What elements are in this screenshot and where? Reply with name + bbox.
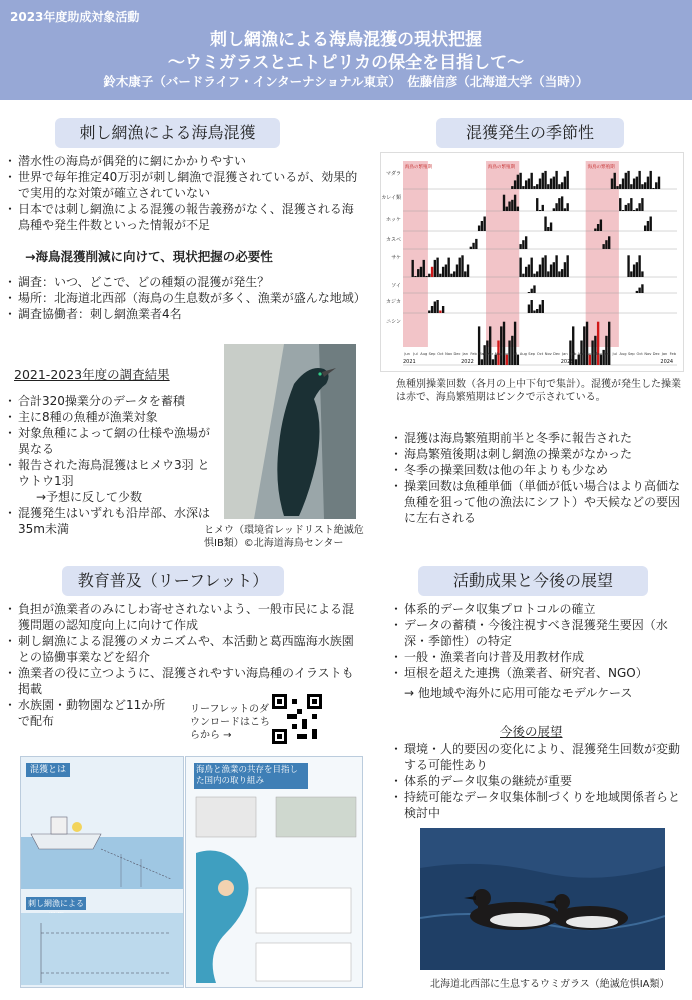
species-label: ホッケ xyxy=(385,217,401,223)
count-bar xyxy=(531,289,533,293)
results-title: 2021-2023年度の調査結果 xyxy=(14,367,170,382)
count-bar xyxy=(531,258,533,277)
count-bar xyxy=(594,229,596,232)
month-tick-label: Jun xyxy=(603,352,610,356)
count-bar xyxy=(525,267,527,277)
count-bar xyxy=(519,258,521,277)
count-bar xyxy=(600,220,602,232)
count-bar xyxy=(542,258,544,277)
count-bar xyxy=(467,265,469,278)
breeding-band-label: 海鳥の繁殖期 xyxy=(587,165,615,170)
count-bar xyxy=(528,305,530,314)
count-bar xyxy=(558,184,560,189)
year-tick-label: 2024 xyxy=(660,359,674,365)
count-bar xyxy=(555,255,557,277)
list-item: ・ 日本では刺し網漁による混獲の報告義務がなく、混獲される海鳥種や発生件数といった情報が不足 xyxy=(6,201,361,233)
section-title-bycatch: 刺し網漁による海鳥混獲 xyxy=(55,118,280,148)
count-bar xyxy=(539,210,541,211)
count-bar xyxy=(478,326,480,365)
count-bar xyxy=(481,221,483,231)
count-bar xyxy=(445,265,447,278)
count-bar xyxy=(539,265,541,278)
count-bar xyxy=(641,271,643,277)
count-bar xyxy=(481,359,483,365)
month-tick-label: Sep xyxy=(428,352,436,356)
count-bar xyxy=(542,300,544,313)
count-bar xyxy=(633,179,635,190)
count-bar xyxy=(625,173,627,189)
count-bar xyxy=(528,179,530,190)
count-bar xyxy=(658,177,660,189)
month-tick-label: Aug xyxy=(619,352,627,356)
count-bar xyxy=(531,300,533,313)
count-bar xyxy=(627,255,629,277)
count-bar xyxy=(605,240,607,249)
month-tick-label: Jul xyxy=(512,352,518,356)
count-bar xyxy=(625,205,627,211)
count-bar xyxy=(553,177,555,189)
survey-bullets xyxy=(6,274,366,322)
count-bar xyxy=(550,179,552,190)
count-bar xyxy=(555,171,557,189)
qr-code-icon[interactable] xyxy=(272,694,322,744)
grant-tag: 2023年度助成対象活動 xyxy=(10,10,140,24)
count-bar xyxy=(470,247,472,249)
authors: 鈴木康子（バードライフ・インターナショナル東京） 佐藤信彦（北海道大学（当時）） xyxy=(103,74,589,89)
species-label: サケ xyxy=(391,255,401,261)
count-bar xyxy=(553,208,555,211)
leaflet-map-illustration xyxy=(186,793,362,985)
count-bar xyxy=(616,186,618,189)
count-bar xyxy=(417,269,419,277)
month-tick-label: Jul xyxy=(413,352,418,356)
species-label: カジカ xyxy=(385,299,401,305)
list-item: ・ 垣根を超えた連携（漁業者、研究者、NGO） xyxy=(392,665,684,681)
count-bar xyxy=(536,309,538,313)
list-item: ・ 漁業者の役に立つように、混獲されやすい海鳥種のイラストも掲載 xyxy=(6,665,361,697)
list-item: ・ 体系的データ収集の継続が重要 xyxy=(392,773,684,789)
count-bar xyxy=(533,311,535,314)
count-bar xyxy=(525,180,527,189)
species-label: ニシン xyxy=(386,319,401,325)
count-bar xyxy=(536,184,538,189)
count-bar xyxy=(641,284,643,293)
species-label: カスベ xyxy=(385,237,401,243)
count-bar xyxy=(414,276,416,277)
count-bar xyxy=(503,322,505,365)
list-item: ・ 刺し網漁による混獲のメカニズムや、本活動と葛西臨海水族園との協働事業などを紹介 xyxy=(6,633,361,665)
results-bullets xyxy=(6,393,216,537)
count-bar xyxy=(514,322,516,365)
count-bar xyxy=(583,326,585,365)
month-tick-label: Jun xyxy=(404,352,410,356)
count-bar xyxy=(436,258,438,277)
list-item: ・ 海鳥繁殖後期は刺し網漁の操業がなかった xyxy=(392,446,684,462)
count-bar xyxy=(575,359,577,365)
count-bar xyxy=(536,271,538,277)
future-title: 今後の展望 xyxy=(500,724,563,739)
count-bar xyxy=(638,171,640,189)
count-bar xyxy=(647,177,649,189)
count-bar xyxy=(566,203,568,211)
month-tick-label: Mar xyxy=(478,352,486,356)
count-bar xyxy=(442,306,444,313)
list-item-note: →予想に反して少数 xyxy=(36,490,143,504)
model-case-statement: → 他地域や海外に応用可能なモデルケース xyxy=(404,686,633,700)
count-bar xyxy=(544,171,546,189)
count-bar xyxy=(547,271,549,277)
count-bar xyxy=(561,269,563,277)
count-bar xyxy=(522,274,524,277)
count-bar xyxy=(428,274,430,277)
month-tick-label: Sep xyxy=(627,352,635,356)
count-bar xyxy=(564,208,566,211)
shag-photo-caption: ヒメウ（環境省レッドリスト絶滅危惧IB類）©北海道海鳥センター xyxy=(204,525,364,549)
count-bar xyxy=(550,265,552,278)
count-bar xyxy=(597,322,599,365)
count-bar xyxy=(597,224,599,231)
year-tick-label: 2022 xyxy=(461,359,474,365)
count-bar xyxy=(561,196,563,211)
count-bar xyxy=(420,267,422,277)
count-bar xyxy=(434,260,436,277)
gillnet-diagram xyxy=(21,913,183,985)
count-bar xyxy=(638,288,640,293)
count-bar xyxy=(431,306,433,313)
month-tick-label: Nov xyxy=(445,352,453,356)
count-bar xyxy=(547,184,549,189)
count-bar xyxy=(619,198,621,211)
count-bar xyxy=(511,186,513,189)
count-bar xyxy=(531,173,533,189)
month-tick-label: Dec xyxy=(652,352,660,356)
month-tick-label: Feb xyxy=(669,352,677,356)
count-bar xyxy=(506,355,508,365)
count-bar xyxy=(434,302,436,314)
count-bar xyxy=(539,179,541,190)
list-item: ・ 一般・漁業者向け普及用教材作成 xyxy=(392,649,684,665)
section-title-seasonality: 混獲発生の季節性 xyxy=(436,118,624,148)
count-bar xyxy=(602,244,604,249)
section-title-education: 教育普及（リーフレット） xyxy=(62,566,284,596)
count-bar xyxy=(638,203,640,211)
month-tick-label: Apr xyxy=(487,352,494,356)
count-bar xyxy=(553,262,555,277)
count-bar xyxy=(519,173,521,189)
count-bar xyxy=(633,265,635,278)
list-item: ・ 水族園・動物園など11か所で配布 xyxy=(6,697,168,729)
count-bar xyxy=(447,258,449,277)
count-bar xyxy=(472,243,474,249)
month-tick-label: Mar xyxy=(578,352,585,356)
count-bar xyxy=(627,203,629,211)
count-bar xyxy=(555,203,557,211)
species-label: ソイ xyxy=(391,283,401,289)
month-tick-label: Jan xyxy=(462,352,469,356)
shag-photo xyxy=(224,344,356,519)
section-title-outcome: 活動成果と今後の展望 xyxy=(418,566,648,596)
count-bar xyxy=(641,198,643,211)
count-bar xyxy=(525,236,527,249)
murre-photo-caption: 北海道北西部に生息するウミガラス（絶滅危惧IA類） xyxy=(430,979,670,990)
murre-photo xyxy=(420,828,665,970)
count-bar xyxy=(536,198,538,211)
count-bar xyxy=(650,171,652,189)
bycatch-bullets xyxy=(6,153,361,233)
count-bar xyxy=(647,221,649,231)
need-statement: →海鳥混獲削減に向けて、現状把握の必要性 xyxy=(25,249,273,264)
list-item: ・ データの蓄積・今後注視すべき混獲発生要因（水深・季節性）の特定 xyxy=(392,617,684,649)
year-tick-label: 2023 xyxy=(560,359,574,365)
count-bar xyxy=(564,262,566,277)
count-bar xyxy=(514,195,516,211)
count-bar xyxy=(611,179,613,190)
count-bar xyxy=(522,186,524,189)
count-bar xyxy=(644,182,646,189)
future-bullets xyxy=(392,741,684,821)
list-item: ・ 操業回数は魚種単価（単価が低い場合はより高価な魚種を狙って他の漁法にシフト）や天候などの要因に左右される xyxy=(392,478,684,526)
count-bar xyxy=(564,177,566,189)
month-tick-label: Feb xyxy=(570,352,577,356)
count-bar xyxy=(566,171,568,189)
leaflet-left-title: 混獲とは xyxy=(26,763,70,777)
list-item: ・ 体系的データ収集プロトコルの確立 xyxy=(392,601,684,617)
count-bar xyxy=(542,205,544,211)
count-bar xyxy=(566,255,568,277)
list-item: ・ 潜水性の海鳥が偶発的に網にかかりやすい xyxy=(6,153,361,169)
list-item: ・ 持続可能なデータ収集体制づくりを地域関係者らと検討中 xyxy=(392,789,684,821)
count-bar xyxy=(431,267,433,277)
month-tick-label: May xyxy=(594,352,602,356)
count-bar xyxy=(436,300,438,313)
count-bar xyxy=(528,265,530,278)
count-bar xyxy=(650,217,652,232)
count-bar xyxy=(461,255,463,277)
count-bar xyxy=(655,182,657,189)
count-bar xyxy=(558,271,560,277)
poster-title: 刺し網漁による海鳥混獲の現状把握 xyxy=(210,30,482,50)
list-item: ・ 環境・人的要因の変化により、混獲発生回数が変動する可能性あり xyxy=(392,741,684,773)
list-item: ・ 対象魚種によって網の仕様や漁場が異なる xyxy=(6,425,216,457)
month-tick-label: May xyxy=(494,352,503,356)
count-bar xyxy=(519,244,521,249)
list-item: ・ 主に8種の魚種が漁業対象 xyxy=(6,409,216,425)
count-bar xyxy=(439,311,441,314)
count-bar xyxy=(630,271,632,277)
count-bar xyxy=(511,336,513,365)
count-bar xyxy=(495,355,497,365)
count-bar xyxy=(459,258,461,277)
leaflet-page-right xyxy=(185,756,363,988)
count-bar xyxy=(528,292,530,293)
month-tick-label: Nov xyxy=(644,352,652,356)
month-tick-label: Aug xyxy=(420,352,428,356)
count-bar xyxy=(622,210,624,211)
count-bar xyxy=(539,305,541,314)
count-bar xyxy=(619,184,621,189)
count-bar xyxy=(627,171,629,189)
count-bar xyxy=(644,226,646,232)
leaflet-left-subtitle: 刺し網漁による xyxy=(28,899,84,908)
month-tick-label: Jun xyxy=(503,352,510,356)
chart-caption: 魚種別操業回数（各月の上中下旬で集計）。混獲が発生した操業は赤で、海鳥繁殖期はピンクで示されている。 xyxy=(396,379,681,403)
breeding-band-label: 海鳥の繁殖期 xyxy=(405,165,432,170)
count-bar xyxy=(636,177,638,189)
list-item: ・ 報告された海鳥混獲はヒメウ3羽 とウトウ1羽 xyxy=(6,457,216,489)
count-bar xyxy=(423,260,425,277)
species-label: カレイ類 xyxy=(381,195,401,201)
month-tick-label: Oct xyxy=(437,352,444,356)
count-bar xyxy=(558,198,560,211)
count-bar xyxy=(503,195,505,211)
count-bar xyxy=(633,210,635,211)
month-tick-label: Jan xyxy=(562,352,568,356)
poster-header xyxy=(0,0,692,100)
year-tick-label: 2021 xyxy=(403,359,416,365)
count-bar xyxy=(600,355,602,365)
count-bar xyxy=(517,207,519,211)
count-bar xyxy=(428,311,430,314)
count-bar xyxy=(517,175,519,189)
count-bar xyxy=(636,262,638,277)
count-bar xyxy=(630,198,632,211)
leaflet-page-left xyxy=(20,756,184,988)
poster-subtitle: ～ウミガラスとエトピリカの保全を目指して～ xyxy=(167,53,525,73)
count-bar xyxy=(450,274,452,277)
count-bar xyxy=(605,336,607,365)
month-tick-label: Oct xyxy=(536,352,544,356)
count-bar xyxy=(478,226,480,232)
count-bar xyxy=(608,236,610,249)
fishing-boat-illustration xyxy=(21,779,183,889)
list-item: ・ 混獲は海鳥繁殖期前半と冬季に報告された xyxy=(392,430,684,446)
count-bar xyxy=(453,271,455,277)
qr-note: リーフレットのダウンロードはこちらから → xyxy=(190,704,270,741)
count-bar xyxy=(500,326,502,365)
count-bar xyxy=(542,173,544,189)
list-item: ・ 調査協働者：刺し網漁業者4名 xyxy=(6,306,361,322)
count-bar xyxy=(550,223,552,232)
count-bar xyxy=(492,359,494,365)
count-bar xyxy=(641,184,643,189)
count-bar xyxy=(636,291,638,293)
count-bar xyxy=(614,173,616,189)
species-label: マダラ xyxy=(385,171,401,177)
count-bar xyxy=(608,322,610,365)
list-item: ・ 負担が漁業者のみにしわ寄せされないよう、一般市民による混獲問題の認知度向上に向けて作成 xyxy=(6,601,361,633)
count-bar xyxy=(439,274,441,277)
count-bar xyxy=(533,186,535,189)
count-bar xyxy=(652,188,654,189)
count-bar xyxy=(586,322,588,365)
month-tick-label: Jan xyxy=(661,352,668,356)
count-bar xyxy=(483,217,485,232)
count-bar xyxy=(475,239,477,249)
count-bar xyxy=(589,355,591,365)
count-bar xyxy=(511,200,513,211)
count-bar xyxy=(514,180,516,189)
count-bar xyxy=(425,276,427,277)
count-bar xyxy=(517,355,519,365)
list-item: ・ 合計320操業分のデータを蓄積 xyxy=(6,393,216,409)
count-bar xyxy=(544,217,546,232)
count-bar xyxy=(489,326,491,365)
count-bar xyxy=(578,355,580,365)
count-bar xyxy=(594,336,596,365)
month-tick-label: Nov xyxy=(544,352,552,356)
outcome-bullets xyxy=(392,601,684,681)
seasonality-chart-svg xyxy=(381,153,683,371)
month-tick-label: Sep xyxy=(528,352,536,356)
list-item: ・ 冬季の操業回数は他の年よりも少なめ xyxy=(392,462,684,478)
month-tick-label: Jul xyxy=(612,352,617,356)
count-bar xyxy=(522,240,524,249)
count-bar xyxy=(636,208,638,211)
count-bar xyxy=(561,182,563,189)
count-bar xyxy=(622,179,624,190)
month-tick-label: Oct xyxy=(636,352,643,356)
leaflet-right-title: 海鳥と漁業の共存を目指した国内の取り組み xyxy=(194,763,308,789)
seasonality-chart xyxy=(380,152,684,372)
count-bar xyxy=(508,202,510,212)
month-tick-label: Aug xyxy=(519,352,527,356)
list-item: ・ 混獲発生はいずれも沿岸部、水深は35m未満 xyxy=(6,505,216,537)
count-bar xyxy=(506,207,508,211)
month-tick-label: Dec xyxy=(453,352,461,356)
breeding-band-label: 海鳥の繁殖期 xyxy=(488,165,516,170)
count-bar xyxy=(412,260,414,277)
month-tick-label: Feb xyxy=(470,352,477,356)
count-bar xyxy=(456,265,458,278)
list-item: ・ 調査：いつ、どこで、どの種類の混獲が発生？ xyxy=(6,274,361,290)
count-bar xyxy=(630,184,632,189)
count-bar xyxy=(544,255,546,277)
count-bar xyxy=(547,227,549,231)
list-item: ・ 場所：北海道北西部（海鳥の生息数が多く、漁業が盛んな地域） xyxy=(6,290,361,306)
season-bullets xyxy=(392,430,684,526)
count-bar xyxy=(464,271,466,277)
count-bar xyxy=(638,255,640,277)
count-bar xyxy=(533,274,535,277)
count-bar xyxy=(533,285,535,293)
month-tick-label: Apr xyxy=(586,352,593,356)
month-tick-label: Dec xyxy=(553,352,561,356)
count-bar xyxy=(442,267,444,277)
list-item: ・ 世界で毎年推定40万羽が刺し網漁で混獲されているが、効果的で実用的な対策が確立されていない xyxy=(6,169,361,201)
